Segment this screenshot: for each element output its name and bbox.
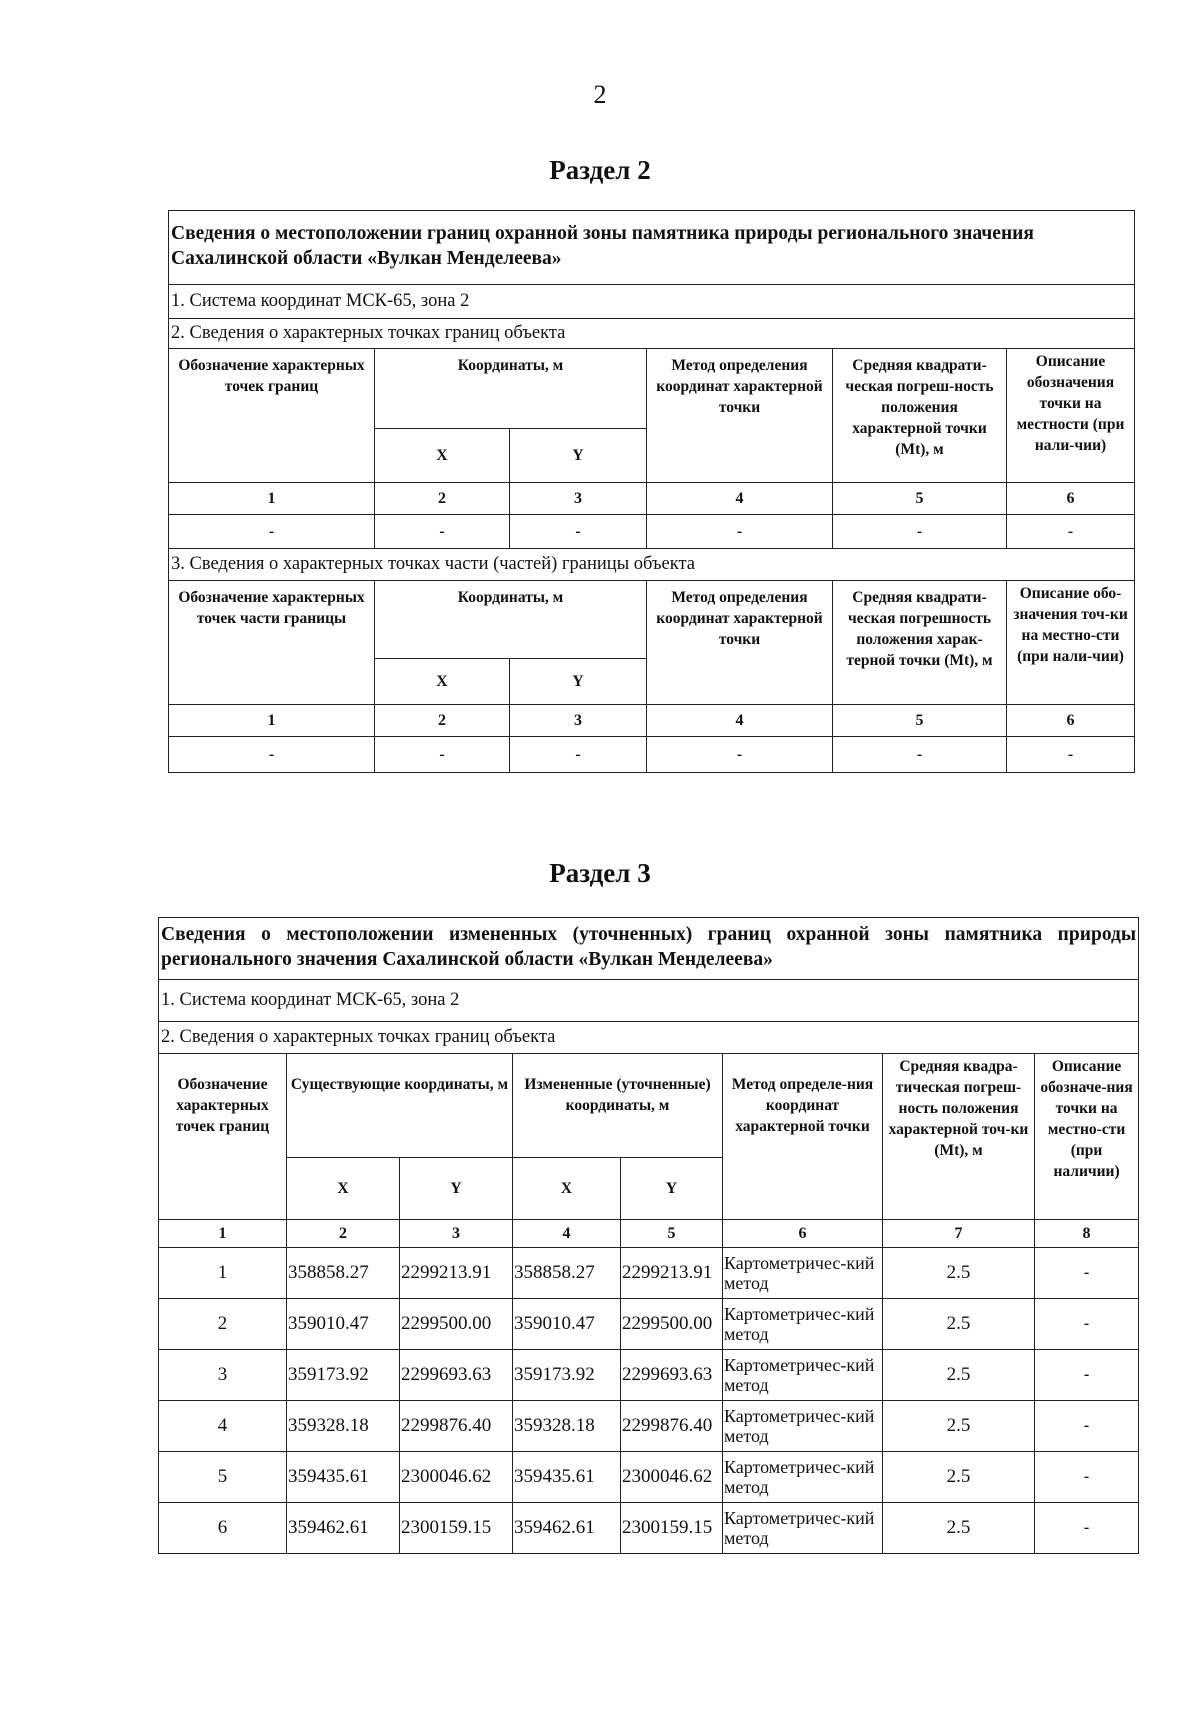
- table-cell: -: [833, 737, 1007, 773]
- column-number: 1: [169, 705, 375, 737]
- table-cell: 3: [159, 1350, 287, 1401]
- table-cell: -: [833, 515, 1007, 549]
- column-number: 5: [833, 483, 1007, 515]
- header-method: Метод определе-ния координат характерной точки: [723, 1054, 883, 1220]
- table-cell: -: [1035, 1350, 1139, 1401]
- section-3-heading: Сведения о местоположении измененных (уточненных) границ охранной зоны памятника природы регионального значения Сахалинской области «Вулкан Менделеева»: [159, 918, 1139, 980]
- table-cell: 1: [159, 1248, 287, 1299]
- table-cell: -: [1035, 1401, 1139, 1452]
- table-cell: -: [647, 737, 833, 773]
- table-cell: 2299500.00: [621, 1299, 723, 1350]
- header-designation: Обозначение характерных точек границ: [169, 349, 375, 483]
- table-row: [159, 1248, 1139, 1299]
- header-designation: Обозначение характерных точек части границы: [169, 581, 375, 705]
- column-number: 6: [1007, 483, 1135, 515]
- header-description: Описание обо-значения точ-ки на местно-сти (при нали-чии): [1007, 581, 1135, 705]
- table-row: [159, 1503, 1139, 1554]
- header-existing-x: X: [287, 1158, 400, 1220]
- table-cell: 358858.27: [287, 1248, 400, 1299]
- column-number: 2: [375, 705, 510, 737]
- section-2-heading: Сведения о местоположении границ охранной зоны памятника природы регионального значения Сахалинской области «Вулкан Менделеева»: [169, 211, 1135, 285]
- table-cell: Картометричес-кий метод: [723, 1401, 883, 1452]
- section-3-table: [158, 917, 1139, 1248]
- table-cell: 359328.18: [513, 1401, 621, 1452]
- table-cell: -: [1035, 1299, 1139, 1350]
- table-cell: 359462.61: [513, 1503, 621, 1554]
- header-method: Метод определения координат характерной точки: [647, 349, 833, 483]
- table-cell: 5: [159, 1452, 287, 1503]
- page-number: 2: [593, 80, 607, 109]
- header-changed-coordinates: Измененные (уточненные) координаты, м: [513, 1054, 723, 1158]
- table-row: [159, 1350, 1139, 1401]
- table-row: [159, 1452, 1139, 1503]
- table-cell: -: [510, 737, 647, 773]
- column-number: 3: [400, 1220, 513, 1248]
- header-changed-x: X: [513, 1158, 621, 1220]
- table-cell: 359435.61: [513, 1452, 621, 1503]
- table-cell: 2.5: [883, 1452, 1035, 1503]
- section-2-part-3-caption: 3. Сведения о характерных точках части (частей) границы объекта: [169, 549, 1135, 581]
- section-2-title: Раздел 2: [549, 155, 651, 185]
- table-cell: 359328.18: [287, 1401, 400, 1452]
- table-cell: -: [1035, 1452, 1139, 1503]
- header-description: Описание обозначе-ния точки на местно-сти (при наличии): [1035, 1054, 1139, 1220]
- section-3-part-2-caption: 2. Сведения о характерных точках границ объекта: [159, 1022, 1139, 1054]
- header-coordinates: Координаты, м: [375, 581, 647, 659]
- table-cell: -: [375, 737, 510, 773]
- table-cell: 2299876.40: [621, 1401, 723, 1452]
- table-cell: -: [510, 515, 647, 549]
- table-cell: 2300159.15: [400, 1503, 513, 1554]
- section-3-coord-system: 1. Система координат МСК-65, зона 2: [159, 980, 1139, 1022]
- table-row: [159, 1401, 1139, 1452]
- header-y: Y: [510, 659, 647, 705]
- table-cell: 2300159.15: [621, 1503, 723, 1554]
- column-number: 6: [1007, 705, 1135, 737]
- header-existing-y: Y: [400, 1158, 513, 1220]
- table-cell: 2300046.62: [400, 1452, 513, 1503]
- table-cell: 2299500.00: [400, 1299, 513, 1350]
- section-2-coord-system: 1. Система координат МСК-65, зона 2: [169, 285, 1135, 319]
- column-number-row: [169, 483, 1135, 515]
- table-row: [169, 737, 1135, 773]
- column-number-row: [159, 1220, 1139, 1248]
- table-cell: 359010.47: [513, 1299, 621, 1350]
- table-cell: 2299693.63: [400, 1350, 513, 1401]
- table-cell: -: [1007, 515, 1135, 549]
- header-error: Средняя квадрати-ческая погрешность положения харак-терной точки (Mt), м: [833, 581, 1007, 705]
- table-cell: 2.5: [883, 1350, 1035, 1401]
- table-cell: Картометричес-кий метод: [723, 1248, 883, 1299]
- table-cell: 2.5: [883, 1248, 1035, 1299]
- table-cell: -: [647, 515, 833, 549]
- table-cell: 2.5: [883, 1401, 1035, 1452]
- section-2-part-2-caption: 2. Сведения о характерных точках границ объекта: [169, 319, 1135, 349]
- table-cell: -: [1035, 1248, 1139, 1299]
- column-number: 5: [621, 1220, 723, 1248]
- column-number: 4: [647, 483, 833, 515]
- table-cell: 2299213.91: [621, 1248, 723, 1299]
- table-cell: Картометричес-кий метод: [723, 1299, 883, 1350]
- table-cell: 2: [159, 1299, 287, 1350]
- section-3-data-table: [158, 1247, 1139, 1554]
- header-coordinates: Координаты, м: [375, 349, 647, 429]
- column-number: 2: [287, 1220, 400, 1248]
- table-cell: 2.5: [883, 1299, 1035, 1350]
- header-changed-y: Y: [621, 1158, 723, 1220]
- column-number: 3: [510, 483, 647, 515]
- table-cell: 2299693.63: [621, 1350, 723, 1401]
- section-2-table: [168, 210, 1135, 773]
- table-cell: 6: [159, 1503, 287, 1554]
- table-cell: 2299213.91: [400, 1248, 513, 1299]
- column-number: 3: [510, 705, 647, 737]
- column-number-row: [169, 705, 1135, 737]
- column-number: 4: [647, 705, 833, 737]
- column-number: 1: [169, 483, 375, 515]
- table-cell: -: [1035, 1503, 1139, 1554]
- header-error: Средняя квадра-тическая погреш-ность положения характерной точ-ки (Mt), м: [883, 1054, 1035, 1220]
- column-number: 8: [1035, 1220, 1139, 1248]
- table-row: [159, 1299, 1139, 1350]
- table-row: [169, 515, 1135, 549]
- header-x: X: [375, 429, 510, 483]
- header-description: Описание обозначения точки на местности (при нали-чии): [1007, 349, 1135, 483]
- column-number: 2: [375, 483, 510, 515]
- table-cell: Картометричес-кий метод: [723, 1452, 883, 1503]
- table-cell: 4: [159, 1401, 287, 1452]
- table-cell: 2.5: [883, 1503, 1035, 1554]
- header-existing-coordinates: Существующие координаты, м: [287, 1054, 513, 1158]
- section-3-title: Раздел 3: [549, 858, 651, 888]
- column-number: 5: [833, 705, 1007, 737]
- table-cell: -: [169, 737, 375, 773]
- table-cell: -: [375, 515, 510, 549]
- column-number: 1: [159, 1220, 287, 1248]
- table-cell: 359173.92: [287, 1350, 400, 1401]
- header-y: Y: [510, 429, 647, 483]
- header-x: X: [375, 659, 510, 705]
- header-error: Средняя квадрати-ческая погреш-ность положения характерной точки (Mt), м: [833, 349, 1007, 483]
- table-cell: 359010.47: [287, 1299, 400, 1350]
- header-designation: Обозначение характерных точек границ: [159, 1054, 287, 1220]
- table-cell: -: [1007, 737, 1135, 773]
- table-cell: -: [169, 515, 375, 549]
- column-number: 7: [883, 1220, 1035, 1248]
- table-cell: 359173.92: [513, 1350, 621, 1401]
- table-cell: Картометричес-кий метод: [723, 1350, 883, 1401]
- table-cell: 2299876.40: [400, 1401, 513, 1452]
- column-number: 6: [723, 1220, 883, 1248]
- table-cell: 359462.61: [287, 1503, 400, 1554]
- header-method: Метод определения координат характерной точки: [647, 581, 833, 705]
- table-cell: Картометричес-кий метод: [723, 1503, 883, 1554]
- table-cell: 359435.61: [287, 1452, 400, 1503]
- table-cell: 358858.27: [513, 1248, 621, 1299]
- column-number: 4: [513, 1220, 621, 1248]
- table-cell: 2300046.62: [621, 1452, 723, 1503]
